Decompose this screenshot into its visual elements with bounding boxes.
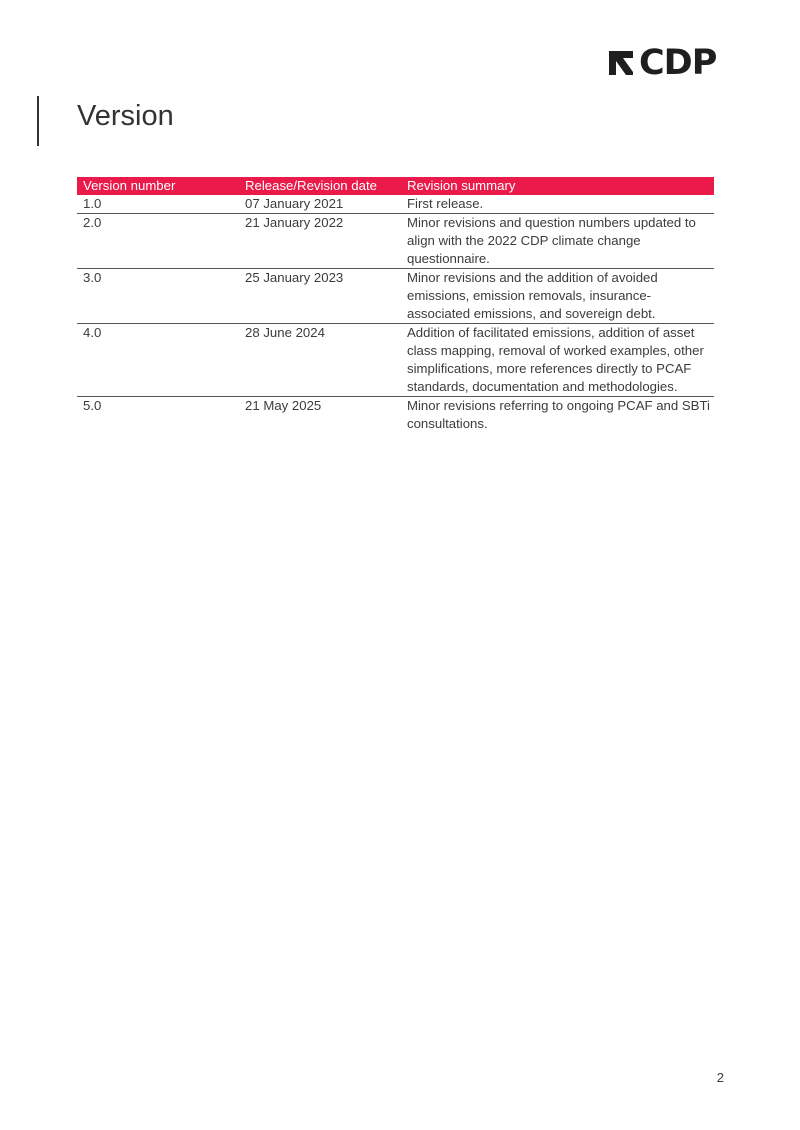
title-accent-bar [37,96,39,146]
header-version-number: Version number [77,177,239,195]
cell-summary: Minor revisions and the addition of avoided emissions, emission removals, insurance-associated emissions, and sovereign debt. [401,269,714,324]
table-header-row [77,177,714,195]
cell-summary: First release. [401,195,714,214]
cell-summary: Minor revisions referring to ongoing PCAF and SBTi consultations. [407,398,710,431]
table-row [77,269,714,324]
logo-text: CDP [639,43,717,83]
cell-version: 4.0 [77,324,239,397]
cdp-logo [606,43,724,83]
cell-date: 21 May 2025 [245,398,322,413]
cdp-bracket-icon [606,48,636,78]
page-number: 2 [716,1070,724,1085]
cell-version: 3.0 [77,269,239,324]
table-row [77,214,714,269]
cell-summary: Minor revisions and question numbers updated to align with the 2022 CDP climate change questionnaire. [401,214,714,269]
cell-date: 21 January 2022 [239,214,401,269]
table-header [77,177,714,195]
page-title: Version [77,100,174,132]
table-body [77,195,714,433]
table-row [77,397,714,434]
cell-date: 07 January 2021 [239,195,401,214]
cell-summary: Addition of facilitated emissions, addition of asset class mapping, removal of worked examples, other simplifications, more references directly to PCAF standards, documentation and methodologies. [401,324,714,397]
cell-version: 2.0 [77,214,239,269]
version-table [77,177,714,433]
cell-date: 25 January 2023 [239,269,401,324]
table-row [77,195,714,214]
cell-version: 1.0 [77,195,239,214]
cell-version: 5.0 [83,398,102,413]
header-release-date: Release/Revision date [239,177,401,195]
table-row [77,324,714,397]
cell-date: 28 June 2024 [239,324,401,397]
header-revision-summary: Revision summary [401,177,714,195]
